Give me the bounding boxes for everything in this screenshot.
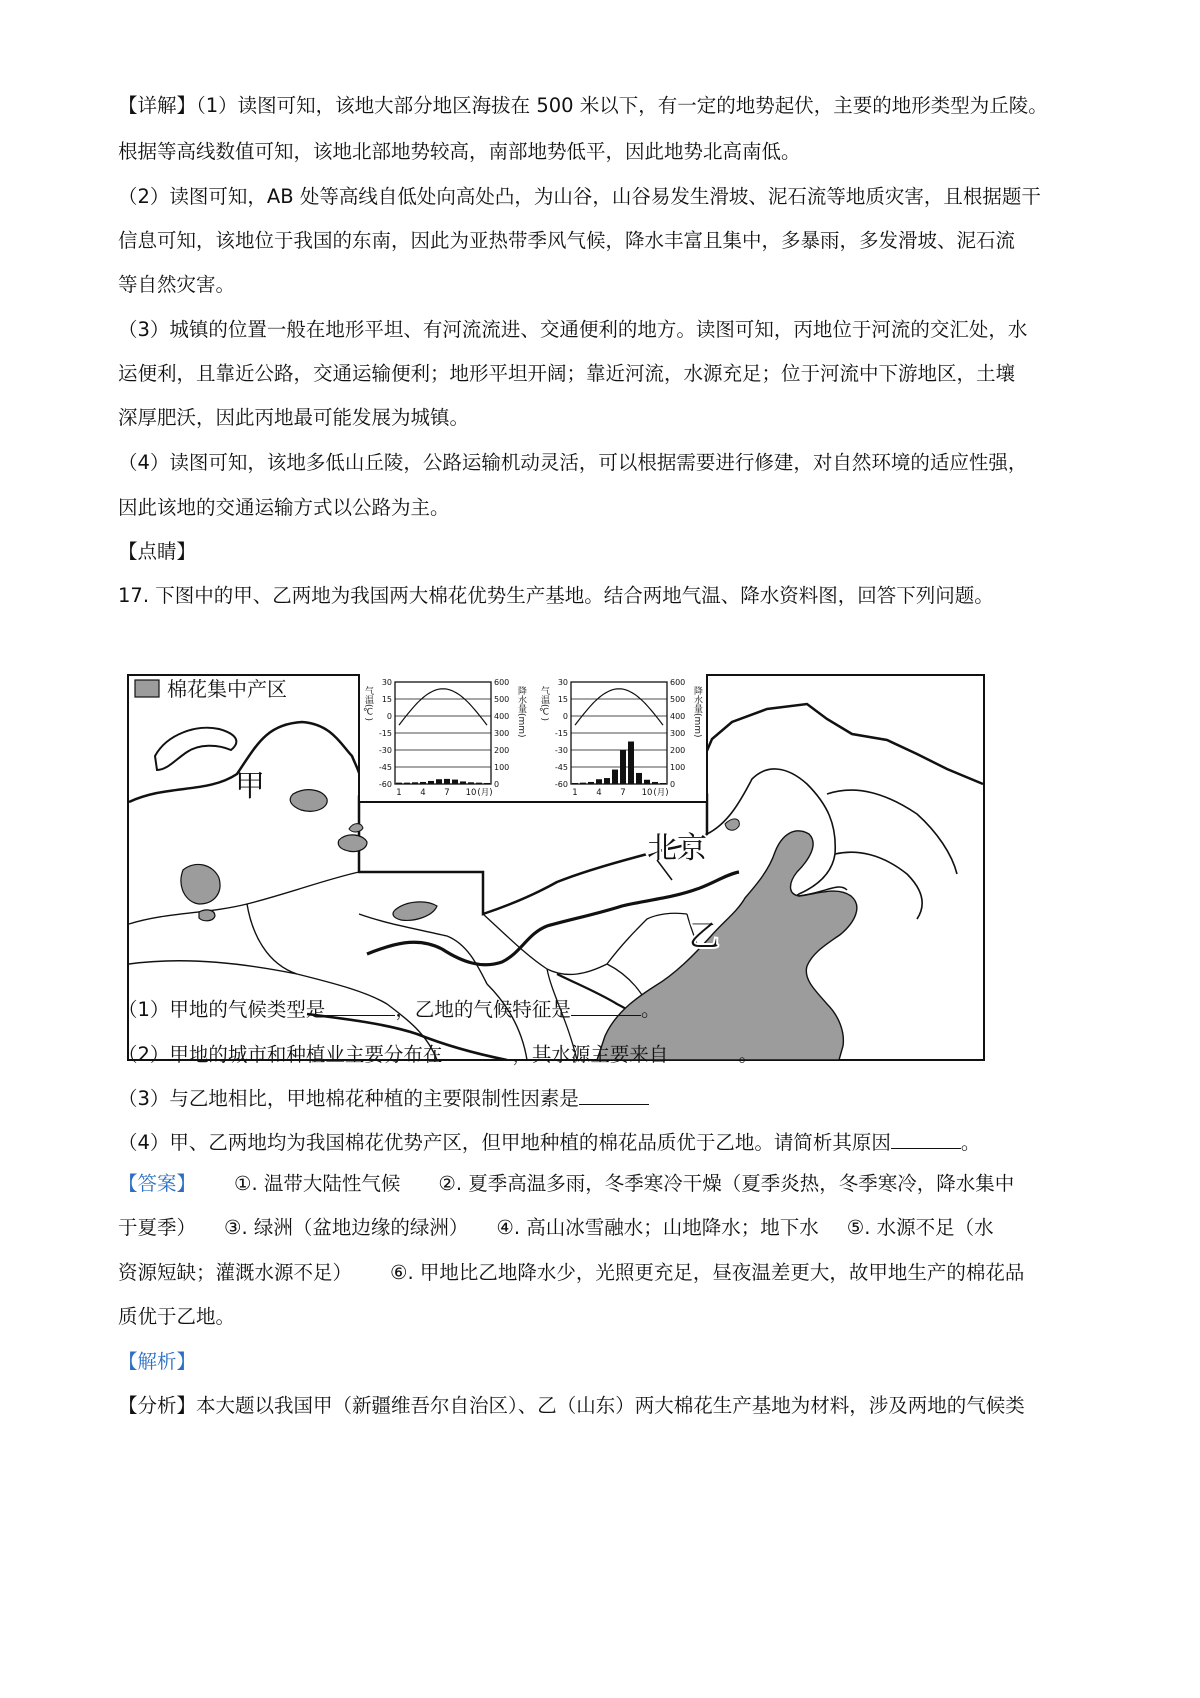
jia-temp-tick: -30	[378, 746, 392, 755]
answer-line-2	[118, 1214, 994, 1242]
answer-line-4: 质优于乙地。	[118, 1305, 236, 1328]
q1-part-a: （1）甲地的气候类型是	[118, 998, 326, 1021]
jia-precip-bar	[428, 781, 434, 784]
yi-precip-bar	[620, 750, 626, 784]
yi-temp-tick: -15	[554, 729, 568, 738]
jia-precip-bar	[476, 783, 482, 784]
jia-precip-bar	[436, 779, 442, 784]
answer-2-cont: 于夏季）	[118, 1216, 197, 1239]
answer-line-1	[118, 1170, 1014, 1198]
jia-temp-tick: -45	[378, 763, 392, 772]
q1-blank-2[interactable]	[571, 995, 641, 1016]
answer-line-3	[118, 1259, 1024, 1287]
jia-temp-axis-label: 气温(℃)	[363, 686, 373, 722]
answer-5: ⑤. 水源不足（水	[846, 1216, 994, 1239]
yi-month-unit: (月)	[653, 788, 669, 798]
q2-blank-1[interactable]	[442, 1040, 512, 1061]
detail-line-7: 运便利，且靠近公路，交通运输便利；地形平坦开阔；靠近河流，水源充足；位于河流中下游地区，土壤	[118, 362, 1016, 385]
q4-part-c: 。	[960, 1131, 981, 1154]
yi-precip-tick: 0	[670, 780, 676, 789]
subquestion-2	[118, 1040, 758, 1069]
jia-precip-bar	[484, 783, 490, 784]
jia-precip-bar	[460, 781, 466, 784]
cotton-region-jia-4	[338, 835, 367, 852]
yi-precip-bar	[612, 770, 618, 784]
q4-blank-1[interactable]	[891, 1128, 961, 1149]
yi-precip-bar	[604, 778, 610, 784]
yi-precip-bar	[572, 783, 578, 784]
detail-line-5: 等自然灾害。	[118, 273, 236, 296]
jia-precip-tick: 200	[494, 746, 510, 755]
jia-temp-tick: 15	[381, 695, 392, 704]
jia-precip-bar	[444, 779, 450, 784]
yi-temp-tick: -30	[554, 746, 568, 755]
jia-month-tick: 4	[420, 788, 426, 798]
yi-temp-tick: 30	[557, 678, 568, 687]
yi-month-tick: 4	[596, 788, 602, 798]
answer-6: ⑥. 甲地比乙地降水少，光照更充足，昼夜温差更大，故甲地生产的棉花品	[390, 1261, 1025, 1284]
yi-temp-tick: -45	[554, 763, 568, 772]
yi-month-tick: 1	[572, 788, 578, 798]
jia-precip-bar	[420, 782, 426, 784]
yi-precip-tick: 600	[670, 678, 686, 687]
subquestion-4	[118, 1128, 980, 1157]
jia-precip-tick: 300	[494, 729, 510, 738]
jia-precip-tick: 500	[494, 695, 510, 704]
yi-precip-axis-label: 降水量(mm)	[692, 686, 702, 738]
jia-precip-tick: 0	[494, 780, 500, 789]
legend-label: 棉花集中产区	[167, 677, 287, 701]
label-yi: 乙	[689, 919, 719, 954]
yi-month-tick: 7	[620, 788, 626, 798]
jia-month-tick: 1	[396, 788, 402, 798]
yi-precip-tick: 500	[670, 695, 686, 704]
jia-temp-tick: -60	[378, 780, 392, 789]
jia-temp-tick: -15	[378, 729, 392, 738]
detail-line-2: 根据等高线数值可知，该地北部地势较高，南部地势低平，因此地势北高南低。	[118, 140, 801, 163]
subquestion-3	[118, 1084, 649, 1113]
label-jia: 甲	[235, 769, 265, 804]
jia-month-tick: 10	[465, 788, 477, 798]
yi-precip-tick: 400	[670, 712, 686, 721]
answer-3: ③. 绿洲（盆地边缘的绿洲）	[224, 1216, 469, 1239]
jia-precip-tick: 600	[494, 678, 510, 687]
jia-precip-bar	[396, 783, 402, 784]
jia-precip-bar	[404, 783, 410, 784]
label-beijing: 北京	[647, 831, 707, 866]
answer-4: ④. 高山冰雪融水；山地降水；地下水	[496, 1216, 819, 1239]
q2-part-b: ，其水源主要来自	[512, 1043, 669, 1066]
jia-month-tick: 7	[444, 788, 450, 798]
legend-swatch	[135, 680, 159, 697]
cotton-region-jia-3	[199, 910, 215, 921]
subquestion-1	[118, 995, 660, 1024]
yi-precip-bar	[588, 782, 594, 784]
answer-5-cont: 资源短缺；灌溉水源不足）	[118, 1261, 353, 1284]
yi-precip-bar	[636, 773, 642, 784]
detail-line-9: （4）读图可知，该地多低山丘陵，公路运输机动灵活，可以根据需要进行修建，对自然环境的适应性强，	[118, 451, 1028, 474]
answer-tag: 【答案】	[118, 1172, 197, 1195]
jia-precip-tick: 100	[494, 763, 510, 772]
yi-month-tick: 10	[641, 788, 653, 798]
question-stem: 17. 下图中的甲、乙两地为我国两大棉花优势生产基地。结合两地气温、降水资料图，回答下列问题。	[118, 584, 994, 607]
q2-part-a: （2）甲地的城市和种植业主要分布在	[118, 1043, 443, 1066]
jia-precip-axis-label: 降水量(mm)	[516, 686, 526, 738]
answer-2: ②. 夏季高温多雨，冬季寒冷干燥（夏季炎热，冬季寒冷，降水集中	[438, 1172, 1015, 1195]
jia-month-unit: (月)	[477, 788, 493, 798]
detail-line-8: 深厚肥沃，因此丙地最可能发展为城镇。	[118, 406, 470, 429]
detail-line-10: 因此该地的交通运输方式以公路为主。	[118, 496, 450, 519]
jia-precip-bar	[452, 780, 458, 784]
yi-precip-tick: 200	[670, 746, 686, 755]
q2-blank-2[interactable]	[668, 1040, 738, 1061]
analysis-line-1: 【分析】本大题以我国甲（新疆维吾尔自治区）、乙（山东）两大棉花生产基地为材料，涉及两地的气候类	[118, 1394, 1025, 1417]
yi-temp-tick: 0	[562, 712, 568, 721]
q3-blank-1[interactable]	[579, 1084, 649, 1105]
q1-part-b: ，乙地的气候特征是	[395, 998, 571, 1021]
yi-precip-tick: 100	[670, 763, 686, 772]
cotton-region-jia-1	[290, 790, 327, 812]
yi-precip-bar	[596, 779, 602, 784]
yi-temp-tick: -60	[554, 780, 568, 789]
jia-precip-tick: 400	[494, 712, 510, 721]
yi-precip-bar	[628, 742, 634, 785]
detail-line-1: 【详解】（1）读图可知，该地大部分地区海拔在 500 米以下，有一定的地势起伏，主要的地形类型为丘陵。	[118, 94, 1048, 117]
jia-temp-tick: 30	[381, 678, 392, 687]
q4-part-a: （4）甲、乙两地均为我国棉花优势产区，但甲地种植的棉花品质优于乙地。请简析其原因	[118, 1131, 891, 1154]
cotton-region-jia-2	[181, 864, 220, 904]
yi-precip-bar	[660, 783, 666, 784]
analysis-tag: 【解析】	[118, 1350, 197, 1373]
detail-line-3: （2）读图可知，AB 处等高线自低处向高处凸，为山谷，山谷易发生滑坡、泥石流等地质灾害，且根据题干	[118, 185, 1041, 208]
q1-part-c: 。	[640, 998, 661, 1021]
jia-precip-bar	[412, 782, 418, 784]
yi-precip-bar	[580, 783, 586, 784]
yi-temp-axis-label: 气温(℃)	[539, 686, 549, 722]
detail-line-6: （3）城镇的位置一般在地形平坦、有河流流进、交通便利的地方。读图可知，丙地位于河流的交汇处，水	[118, 318, 1028, 341]
q3-part-a: （3）与乙地相比，甲地棉花种植的主要限制性因素是	[118, 1087, 579, 1110]
yi-precip-bar	[652, 782, 658, 784]
yi-precip-tick: 300	[670, 729, 686, 738]
yi-precip-bar	[644, 780, 650, 784]
jia-precip-bar	[468, 782, 474, 784]
yi-temp-tick: 15	[557, 695, 568, 704]
q1-blank-1[interactable]	[325, 995, 395, 1016]
answer-1: ①. 温带大陆性气候	[234, 1172, 401, 1195]
q2-part-c: 。	[738, 1043, 758, 1066]
dianjing-heading: 【点睛】	[118, 540, 197, 563]
jia-temp-tick: 0	[386, 712, 392, 721]
detail-line-4: 信息可知，该地位于我国的东南，因此为亚热带季风气候，降水丰富且集中，多暴雨，多发滑坡、泥石流	[118, 229, 1016, 252]
